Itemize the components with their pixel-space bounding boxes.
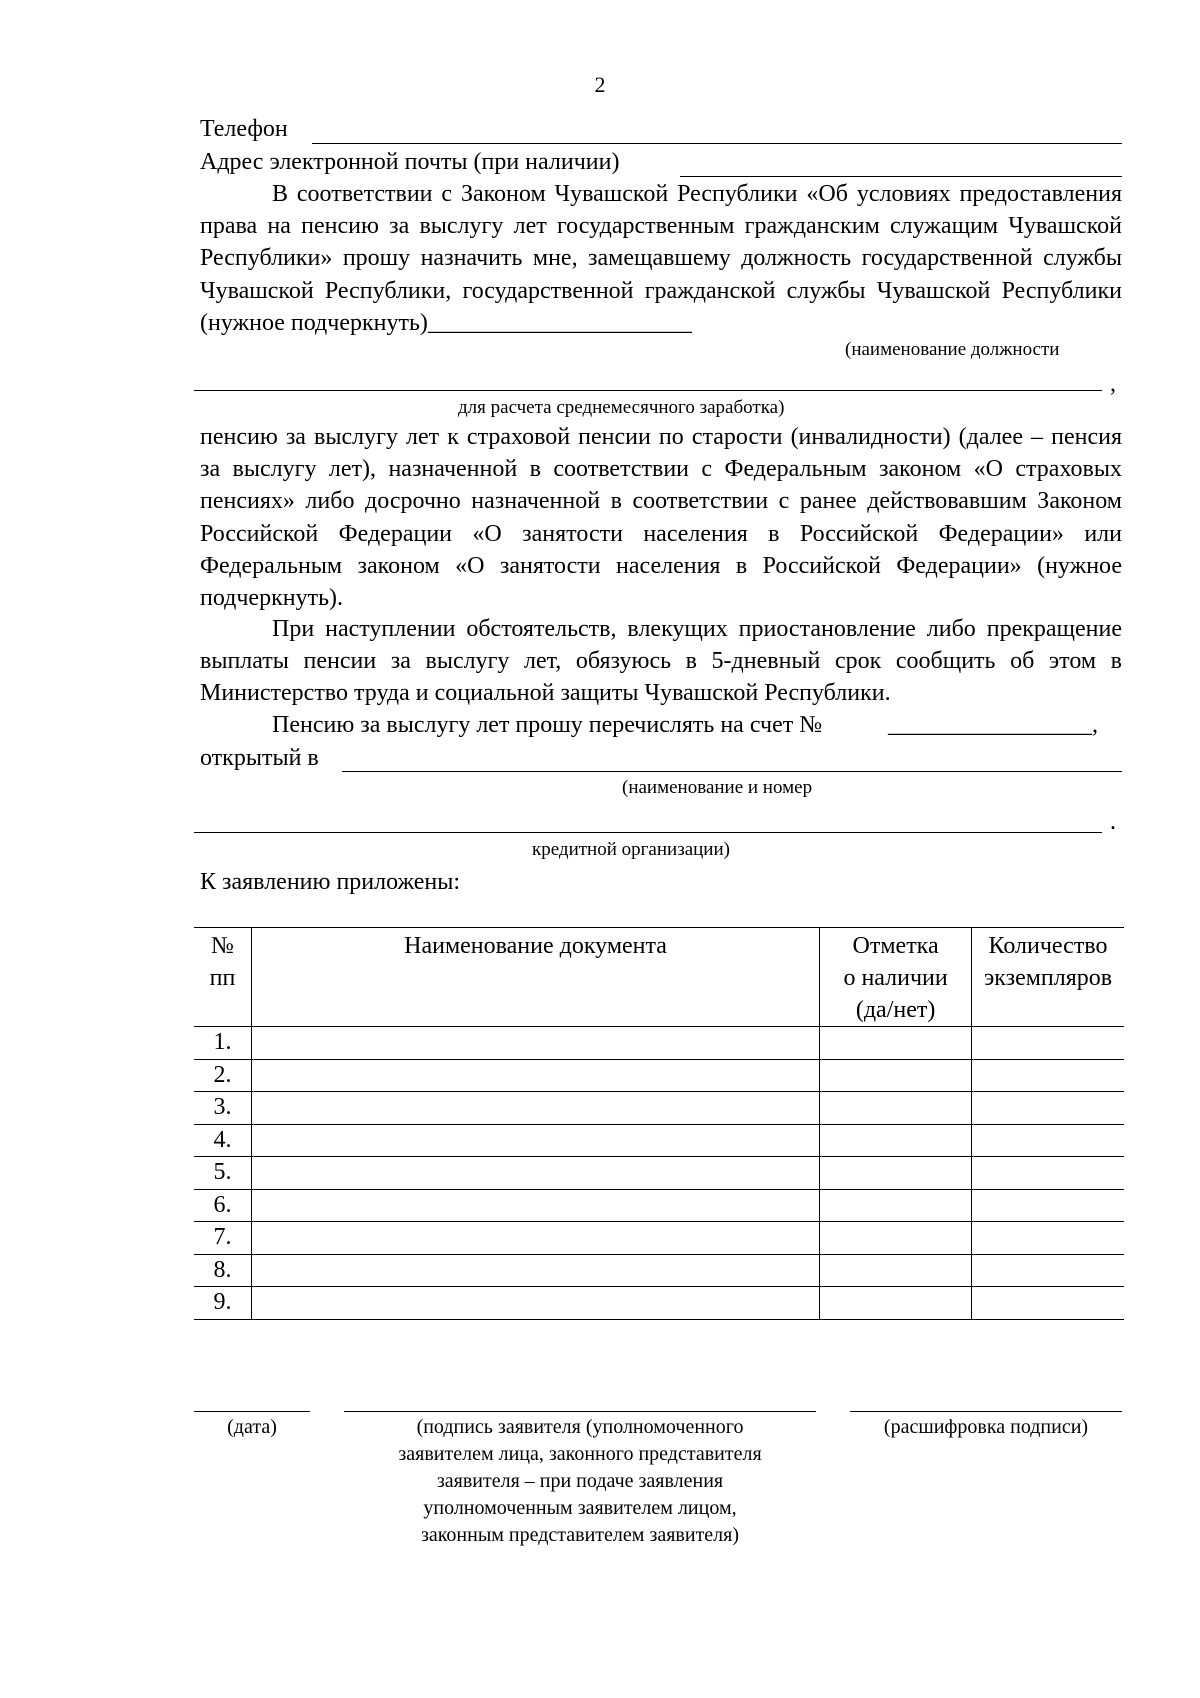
row-number: 8. — [194, 1254, 251, 1287]
row-number: 1. — [194, 1027, 251, 1060]
decoding-line[interactable] — [850, 1411, 1122, 1412]
row-number: 2. — [194, 1059, 251, 1092]
row-document-name-cell[interactable] — [251, 1254, 819, 1287]
opened-in-label: открытый в — [200, 745, 319, 771]
row-number: 3. — [194, 1092, 251, 1125]
row-count-cell[interactable] — [972, 1222, 1124, 1255]
table-row — [194, 1124, 1124, 1157]
table-row — [194, 1059, 1124, 1092]
row-mark-cell[interactable] — [820, 1059, 972, 1092]
row-mark-cell[interactable] — [820, 1027, 972, 1060]
row-count-cell[interactable] — [972, 1059, 1124, 1092]
pension-paragraph: пенсию за выслугу лет к страховой пенсии по старости (инвалидности) (далее – пенсия за выслугу лет), назначенной в соответствии с Федеральным законом «О страховых пенсиях» либо досрочно назначенной в соответствии с ранее действовавшим Законом Российской Федерации «О занятости населения в Российской Федерации» или Федеральным законом «О занятости населения в Российской Федерации» (нужное подчеркнуть). — [200, 424, 1122, 612]
row-document-name-cell[interactable] — [251, 1189, 819, 1222]
page-number: 2 — [594, 72, 606, 97]
table-row — [194, 1189, 1124, 1222]
position-blank[interactable]: ______________________ — [427, 309, 692, 336]
table-row — [194, 1287, 1124, 1320]
row-mark-cell[interactable] — [820, 1092, 972, 1125]
row-document-name-cell[interactable] — [251, 1092, 819, 1125]
row-document-name-cell[interactable] — [251, 1124, 819, 1157]
bank-period: . — [1110, 809, 1116, 835]
row-number: 7. — [194, 1222, 251, 1255]
row-mark-cell[interactable] — [820, 1254, 972, 1287]
row-number: 6. — [194, 1189, 251, 1222]
row-number: 4. — [194, 1124, 251, 1157]
row-count-cell[interactable] — [972, 1157, 1124, 1190]
request-paragraph-text: В соответствии с Законом Чувашской Республики «Об условиях предоставления права на пенсию за выслугу лет государственным гражданским служащим Чувашской Республики» прошу назначить мне, замещавшему должность государственной службы Чувашской Республики, государственной гражданской службы Чувашской Республики (нужное подчеркнуть) — [200, 181, 1122, 336]
phone-field-line[interactable] — [312, 143, 1122, 144]
obligation-paragraph — [200, 613, 1122, 710]
table-row — [194, 1254, 1124, 1287]
row-number: 9. — [194, 1287, 251, 1320]
bank-field-line[interactable] — [342, 771, 1122, 772]
header-num: № пп — [194, 928, 251, 1027]
position-comma: , — [1110, 371, 1116, 397]
obligation-paragraph-text: При наступлении обстоятельств, влекущих приостановление либо прекращение выплаты пенсии за выслугу лет, обязуюсь в 5-дневный срок сообщить об этом в Министерство труда и социальной защиты Чувашской Республики. — [200, 616, 1122, 707]
attachments-table — [194, 927, 1124, 1320]
request-paragraph — [200, 178, 1122, 339]
table-row — [194, 1092, 1124, 1125]
row-document-name-cell[interactable] — [251, 1027, 819, 1060]
row-number: 5. — [194, 1157, 251, 1190]
row-mark-cell[interactable] — [820, 1222, 972, 1255]
bank-field-line-2[interactable] — [194, 832, 1102, 833]
email-label: Адрес электронной почты (при наличии) — [200, 149, 620, 175]
header-mark: Отметка о наличии (да/нет) — [820, 928, 972, 1027]
bank-hint-2: кредитной организации) — [532, 839, 730, 860]
row-mark-cell[interactable] — [820, 1189, 972, 1222]
row-count-cell[interactable] — [972, 1254, 1124, 1287]
header-name: Наименование документа — [251, 928, 819, 1027]
position-hint-1: (наименование должности — [845, 339, 1060, 360]
bank-hint-1: (наименование и номер — [622, 777, 813, 798]
row-count-cell[interactable] — [972, 1189, 1124, 1222]
row-document-name-cell[interactable] — [251, 1222, 819, 1255]
row-count-cell[interactable] — [972, 1124, 1124, 1157]
signature-line[interactable] — [344, 1411, 816, 1412]
account-text: Пенсию за выслугу лет прошу перечислять на счет № — [272, 712, 823, 738]
row-document-name-cell[interactable] — [251, 1287, 819, 1320]
row-count-cell[interactable] — [972, 1027, 1124, 1060]
table-row — [194, 1027, 1124, 1060]
phone-label: Телефон — [200, 116, 288, 142]
row-mark-cell[interactable] — [820, 1157, 972, 1190]
signature-caption: (подпись заявителя (уполномоченного заявителем лица, законного представителя заявителя – при подаче заявления уполномоченным заявителем лицом, законным представителем заявителя) — [398, 1416, 762, 1546]
attachments-label: К заявлению приложены: — [200, 869, 461, 895]
row-document-name-cell[interactable] — [251, 1059, 819, 1092]
row-document-name-cell[interactable] — [251, 1157, 819, 1190]
email-field-line[interactable] — [680, 176, 1122, 177]
row-count-cell[interactable] — [972, 1287, 1124, 1320]
position-field-line[interactable] — [194, 390, 1102, 391]
date-line[interactable] — [194, 1411, 310, 1412]
row-mark-cell[interactable] — [820, 1124, 972, 1157]
row-count-cell[interactable] — [972, 1092, 1124, 1125]
date-caption: (дата) — [227, 1416, 277, 1438]
decoding-caption: (расшифровка подписи) — [883, 1416, 1089, 1438]
account-blank[interactable]: _________________, — [888, 712, 1098, 738]
header-count: Количество экземпляров — [972, 928, 1124, 1027]
position-hint-2: для расчета среднемесячного заработка) — [458, 397, 785, 418]
table-row — [194, 1157, 1124, 1190]
table-row — [194, 1222, 1124, 1255]
row-mark-cell[interactable] — [820, 1287, 972, 1320]
